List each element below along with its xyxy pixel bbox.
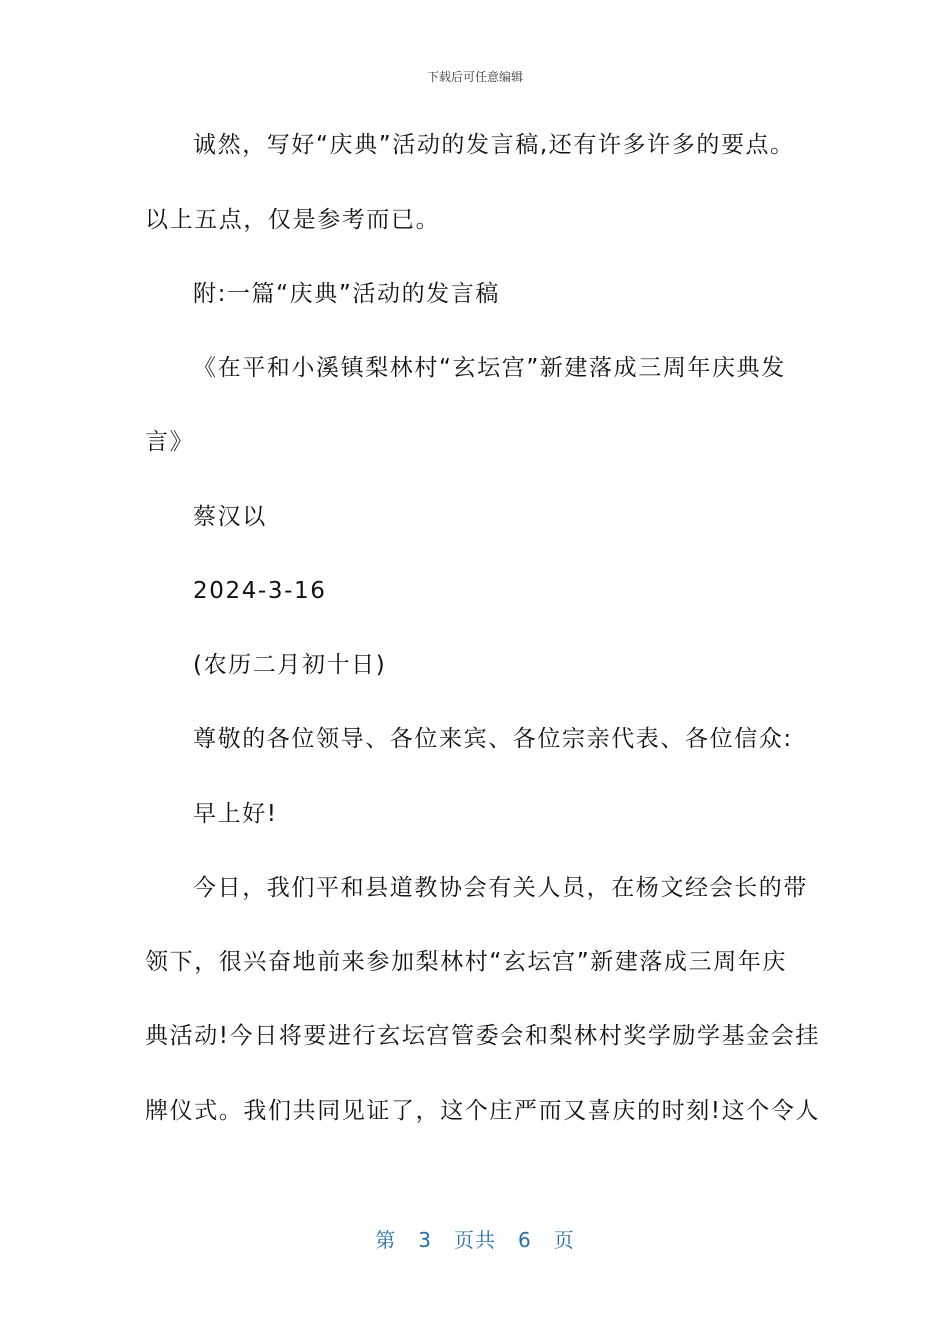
paragraph-line: 诚然，写好“庆典”活动的发言稿,还有许多许多的要点。 — [193, 132, 795, 158]
page-footer — [0, 1224, 950, 1253]
author-name: 蔡汉以 — [193, 504, 267, 530]
footer-middle: 页共 — [454, 1228, 496, 1252]
paragraph-line: 言》 — [145, 429, 195, 455]
greeting: 早上好! — [193, 801, 278, 827]
page-header-note: 下载后可任意编辑 — [426, 70, 523, 84]
paragraph-line: 领下，很兴奋地前来参加梨林村“玄坛宫”新建落成三周年庆 — [145, 949, 788, 975]
paragraph-line: 《在平和小溪镇梨林村“玄坛宫”新建落成三周年庆典发 — [193, 355, 786, 381]
paragraph-line: 附:一篇“庆典”活动的发言稿 — [193, 281, 500, 307]
footer-prefix: 第 — [375, 1228, 397, 1252]
footer-suffix: 页 — [553, 1228, 575, 1252]
speech-date: 2024-3-16 — [193, 578, 327, 604]
current-page-number: 3 — [418, 1228, 432, 1252]
paragraph-line: 今日，我们平和县道教协会有关人员，在杨文经会长的带 — [193, 875, 808, 901]
total-pages-number: 6 — [518, 1228, 532, 1252]
salutation: 尊敬的各位领导、各位来宾、各位宗亲代表、各位信众: — [193, 726, 793, 752]
paragraph-line: 牌仪式。我们共同见证了，这个庄严而又喜庆的时刻!这个令人 — [145, 1098, 821, 1124]
paragraph-line: 以上五点，仅是参考而已。 — [145, 207, 441, 233]
paragraph-line: 典活动!今日将要进行玄坛宫管委会和梨林村奖学励学基金会挂 — [145, 1023, 821, 1049]
lunar-date: (农历二月初十日) — [193, 652, 387, 678]
